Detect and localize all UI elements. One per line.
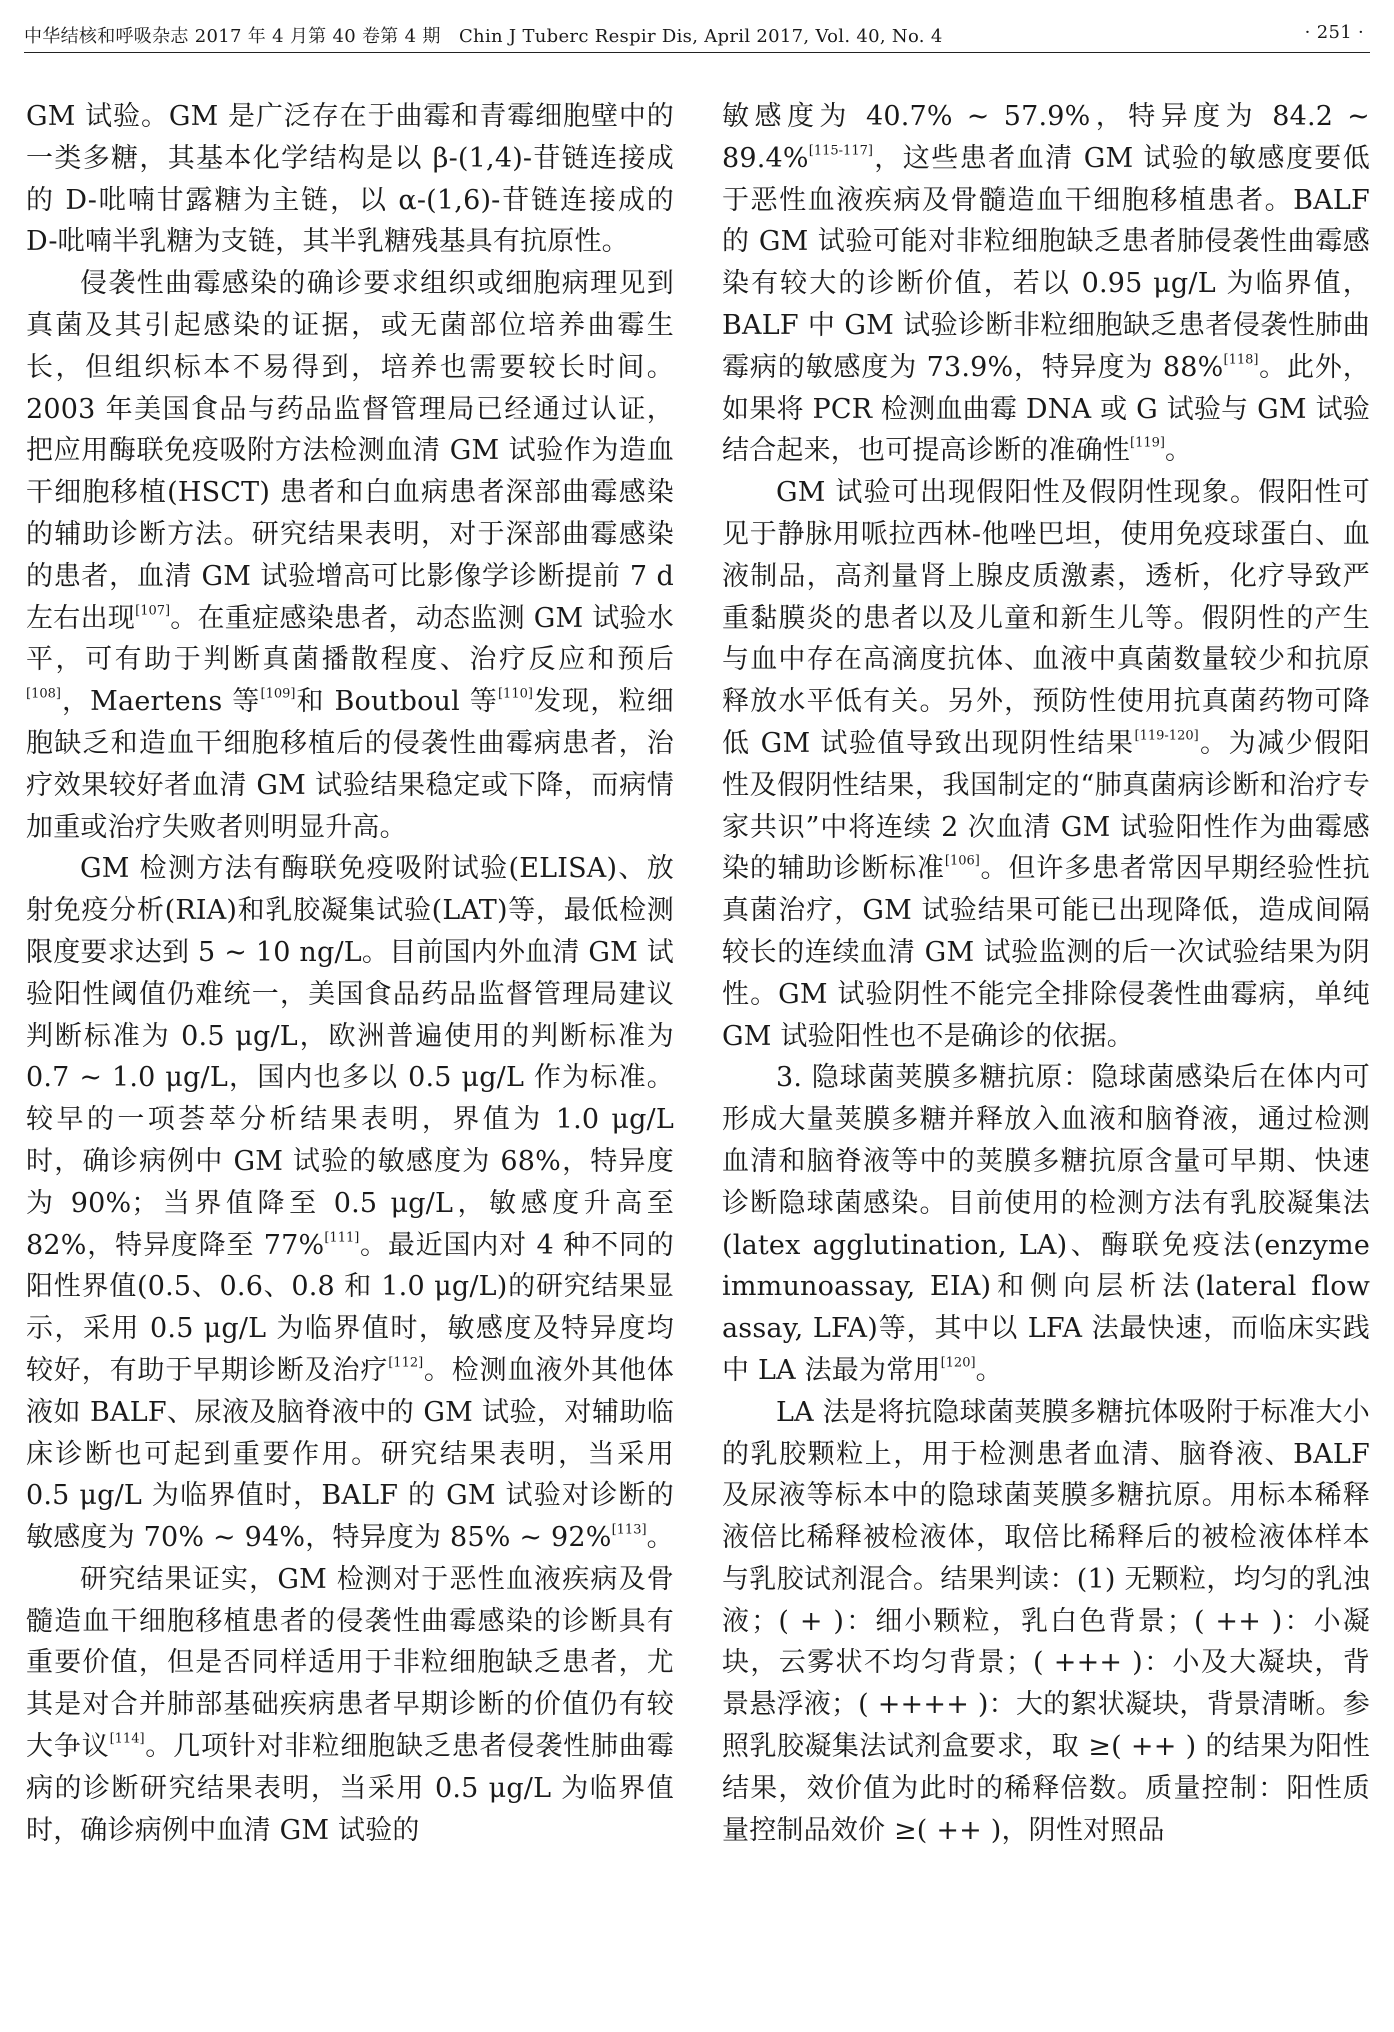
citation-ref: [108] <box>26 686 61 702</box>
citation-ref: [114] <box>109 1731 145 1747</box>
citation-ref: [119-120] <box>1134 728 1199 744</box>
citation-ref: [119] <box>1130 436 1165 452</box>
right-column <box>722 96 1370 1851</box>
paragraph: LA 法是将抗隐球菌荚膜多糖抗体吸附于标准大小的乳胶颗粒上，用于检测患者血清、脑脊液、BALF 及尿液等标本中的隐球菌荚膜多糖抗原。用标本稀释液倍比稀释被检液体，取倍比稀释后的被检液体样本与乳胶试剂混合。结果判读：(1) 无颗粒，均匀的乳浊液；( + )：细小颗粒，乳白色背景；( ++ )：小凝块，云雾状不均匀背景；( +++ )：小及大凝块，背景悬浮液；( ++++ )：大的絮状凝块，背景清晰。参照乳胶凝集法试剂盒要求，取 ≥( ++ ) 的结果为阳性结果，效价值为此时的稀释倍数。质量控制：阳性质量控制品效价 ≥( ++ )，阴性对照品 <box>722 1396 1370 1846</box>
citation-ref: [113] <box>611 1522 647 1538</box>
page-number: · 251 · <box>1304 22 1364 43</box>
citation-ref: [109] <box>260 686 296 702</box>
paragraph: GM 试验。GM 是广泛存在于曲霉和青霉细胞壁中的一类多糖，其基本化学结构是以 β-(1,4)-苷链连接成的 D-吡喃甘露糖为主链，以 α-(1,6)-苷链连接成的 D-吡喃半乳糖为支链，其半乳糖残基具有抗原性。 <box>26 101 674 258</box>
paragraph: 侵袭性曲霉感染的确诊要求组织或细胞病理见到真菌及其引起感染的证据，或无菌部位培养曲霉生长，但组织标本不易得到，培养也需要较长时间。2003 年美国食品与药品监督管理局已经通过认证，把应用酶联免疫吸附方法检测血清 GM 试验作为造血干细胞移植(HSCT) 患者和白血病患者深部曲霉感染的辅助诊断方法。研究结果表明，对于深部曲霉感染的患者，血清 GM 试验增高可比影像学诊断提前 7 d 左右出现[107]。在重症感染患者，动态监测 GM 试验水平，可有助于判断真菌播散程度、治疗反应和预后[108]，Maertens 等[109]和 Boutboul 等[110]发现，粒细胞缺乏和造血干细胞移植后的侵袭性曲霉病患者，治疗效果较好者血清 GM 试验结果稳定或下降，而病情加重或治疗失败者则明显升高。 <box>26 268 674 843</box>
citation-ref: [111] <box>324 1230 360 1246</box>
citation-ref: [118] <box>1223 352 1259 368</box>
left-column <box>26 96 674 1851</box>
citation-ref: [112] <box>388 1355 424 1371</box>
citation-ref: [110] <box>497 686 533 702</box>
citation-ref: [106] <box>944 854 980 869</box>
paragraph: 研究结果证实，GM 检测对于恶性血液疾病及骨髓造血干细胞移植患者的侵袭性曲霉感染的诊断具有重要价值，但是否同样适用于非粒细胞缺乏患者，尤其是对合并肺部基础疾病患者早期诊断的价值仍有较大争议[114]。几项针对非粒细胞缺乏患者侵袭性肺曲霉病的诊断研究结果表明，当采用 0.5 μg/L 为临界值时，确诊病例中血清 GM 试验的 <box>26 1563 674 1846</box>
citation-ref: [115-117] <box>808 143 873 159</box>
citation-ref: [120] <box>940 1355 976 1371</box>
paragraph: GM 检测方法有酶联免疫吸附试验(ELISA)、放射免疫分析(RIA)和乳胶凝集试验(LAT)等，最低检测限度要求达到 5 ~ 10 ng/L。目前国内外血清 GM 试验阳性阈值仍难统一，美国食品药品监督管理局建议判断标准为 0.5 μg/L，欧洲普遍使用的判断标准为 0.7 ~ 1.0 μg/L，国内也多以 0.5 μg/L 作为标准。较早的一项荟萃分析结果表明，界值为 1.0 μg/L 时，确诊病例中 GM 试验的敏感度为 68%，特异度为 90%；当界值降至 0.5 μg/L，敏感度升高至 82%，特异度降至 77%[111]。最近国内对 4 种不同的阳性界值(0.5、0.6、0.8 和 1.0 μg/L)的研究结果显示，采用 0.5 μg/L 为临界值时，敏感度及特异度均较好，有助于早期诊断及治疗[112]。检测血液外其他体液如 BALF、尿液及脑脊液中的 GM 试验，对辅助临床诊断也可起到重要作用。研究结果表明，当采用 0.5 μg/L 为临界值时，BALF 的 GM 试验对诊断的敏感度为 70% ~ 94%，特异度为 85% ~ 92%[113]。 <box>26 853 674 1554</box>
paragraph: 敏感度为 40.7% ~ 57.9%，特异度为 84.2 ~ 89.4%[115-117]，这些患者血清 GM 试验的敏感度要低于恶性血液疾病及骨髓造血干细胞移植患者。BALF 的 GM 试验可能对非粒细胞缺乏患者肺侵袭性曲霉感染有较大的诊断价值，若以 0.95 μg/L 为临界值，BALF 中 GM 试验诊断非粒细胞缺乏患者侵袭性肺曲霉病的敏感度为 73.9%，特异度为 88%[118]。此外，如果将 PCR 检测血曲霉 DNA 或 G 试验与 GM 试验结合起来，也可提高诊断的准确性[119]。 <box>722 101 1370 467</box>
paragraph: GM 试验可出现假阳性及假阴性现象。假阳性可见于静脉用哌拉西林-他唑巴坦，使用免疫球蛋白、血液制品，高剂量肾上腺皮质激素，透析，化疗导致严重黏膜炎的患者以及儿童和新生儿等。假阴性的产生与血中存在高滴度抗体、血液中真菌数量较少和抗原释放水平低有关。另外，预防性使用抗真菌药物可降低 GM 试验值导致出现阴性结果[119-120]。为减少假阳性及假阴性结果，我国制定的“肺真菌病诊断和治疗专家共识”中将连续 2 次血清 GM 试验阳性作为曲霉感染的辅助诊断标准[106]。但许多患者常因早期经验性抗真菌治疗，GM 试验结果可能已出现降低，造成间隔较长的连续血清 GM 试验监测的后一次试验结果为阴性。GM 试验阴性不能完全排除侵袭性曲霉病，单纯 GM 试验阳性也不是确诊的依据。 <box>722 477 1370 1052</box>
section-paragraph: 3. 隐球菌荚膜多糖抗原：隐球菌感染后在体内可形成大量荚膜多糖并释放入血液和脑脊液，通过检测血清和脑脊液等中的荚膜多糖抗原含量可早期、快速诊断隐球菌感染。目前使用的检测方法有乳胶凝集法(latex agglutination, LA)、酶联免疫法(enzyme immunoassay, EIA)和侧向层析法(lateral flow assay, LFA)等，其中以 LFA 法最快速，而临床实践中 LA 法最为常用[120]。 <box>722 1062 1370 1386</box>
running-title: 中华结核和呼吸杂志 2017 年 4 月第 40 卷第 4 期 Chin J Tuberc Respir Dis, April 2017, Vol. 40, No. 4 <box>24 26 943 47</box>
citation-ref: [107] <box>135 603 171 619</box>
running-header <box>24 22 1370 53</box>
